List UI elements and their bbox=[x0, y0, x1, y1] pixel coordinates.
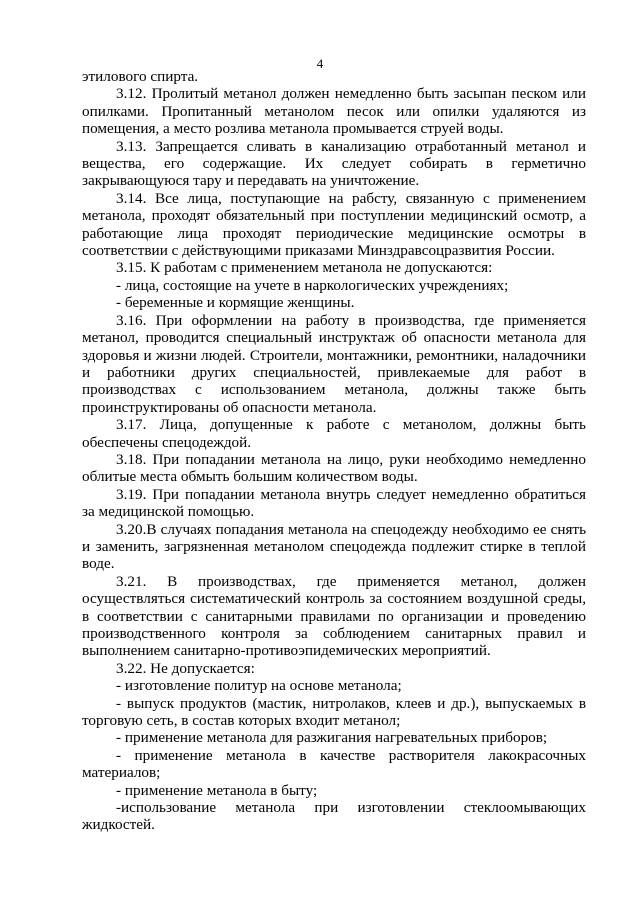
list-item: - выпуск продуктов (мастик, нитролаков, клеев и др.), выпускаемых в торговую сеть, в состав которых входит метанол; bbox=[82, 694, 586, 730]
list-item: - беременные и кормящие женщины. bbox=[116, 294, 355, 312]
list-item: -использование метанола при изготовлении стеклоомывающих жидкостей. bbox=[82, 799, 586, 834]
document-body bbox=[82, 68, 586, 834]
paragraph-3-19: 3.19. При попадании метанола внутрь следует немедленно обратиться за медицинской помощью. bbox=[82, 485, 586, 521]
list-item: - применение метанола в быту; bbox=[116, 781, 318, 799]
paragraph-3-17: 3.17. Лица, допущенные к работе с метанолом, должны быть обеспечены спецодеждой. bbox=[82, 416, 586, 451]
list-item: - изготовление политур на основе метанола; bbox=[116, 677, 402, 695]
paragraph-3-14: 3.14. Все лица, поступающие на рабсту, связанную с применением метанола, проходят обязательный при поступлении медицинский осмотр, а работающие лица проходят периодические медицинские осмотры в соответствии с действующими приказами Минздравсоцразвития России. bbox=[82, 189, 586, 260]
list-item: - применение метанола в качестве растворителя лакокрасочных материалов; bbox=[82, 746, 586, 782]
paragraph-3-16: 3.16. При оформлении на работу в производства, где применяется метанол, проводится специальный инструктаж об опасности метанола для здоровья и жизни людей. Строители, монтажники, ремонтники, наладочники и работники других специальностей, привлекаемые для работ в производствах с использованием метанола, должны также быть проинструктированы об опасности метанола. bbox=[82, 311, 586, 416]
paragraph-3-22: 3.22. Не допускается: bbox=[116, 659, 255, 677]
paragraph-3-21: 3.21. В производствах, где применяется метанол, должен осуществляться систематический контроль за состоянием воздушной среды, в соответствии с санитарными правилами по организации и проведению производственного контроля за соблюдением санитарных правил и выполнением санитарно-противоэпидемических мероприятий. bbox=[82, 572, 586, 660]
paragraph-3-20: 3.20.В случаях попадания метанола на спецодежду необходимо ее снять и заменить, загрязненная метанолом спецодежда подлежит стирке в теплой воде. bbox=[82, 520, 586, 573]
paragraph-3-12: 3.12. Пролитый метанол должен немедленно быть засыпан песком или опилками. Пропитанный метанолом песок или опилки удаляются из помещения, а место розлива метанола промывается струей воды. bbox=[82, 85, 586, 138]
paragraph-3-18: 3.18. При попадании метанола на лицо, руки необходимо немедленно облитые места обмыть большим количеством воды. bbox=[82, 450, 586, 486]
paragraph-3-13: 3.13. Запрещается сливать в канализацию отработанный метанол и вещества, его содержащие. Их следует собирать в герметично закрывающуюся тару и передавать на уничтожение. bbox=[82, 137, 586, 190]
paragraph-3-15: 3.15. К работам с применением метанола не допускаются: bbox=[116, 259, 493, 277]
list-item: - применение метанола для разжигания нагревательных приборов; bbox=[116, 729, 548, 747]
paragraph-continuation: этилового спирта. bbox=[82, 68, 199, 85]
list-item: - лица, состоящие на учете в наркологических учреждениях; bbox=[116, 276, 509, 294]
page-number: 4 bbox=[316, 56, 324, 71]
